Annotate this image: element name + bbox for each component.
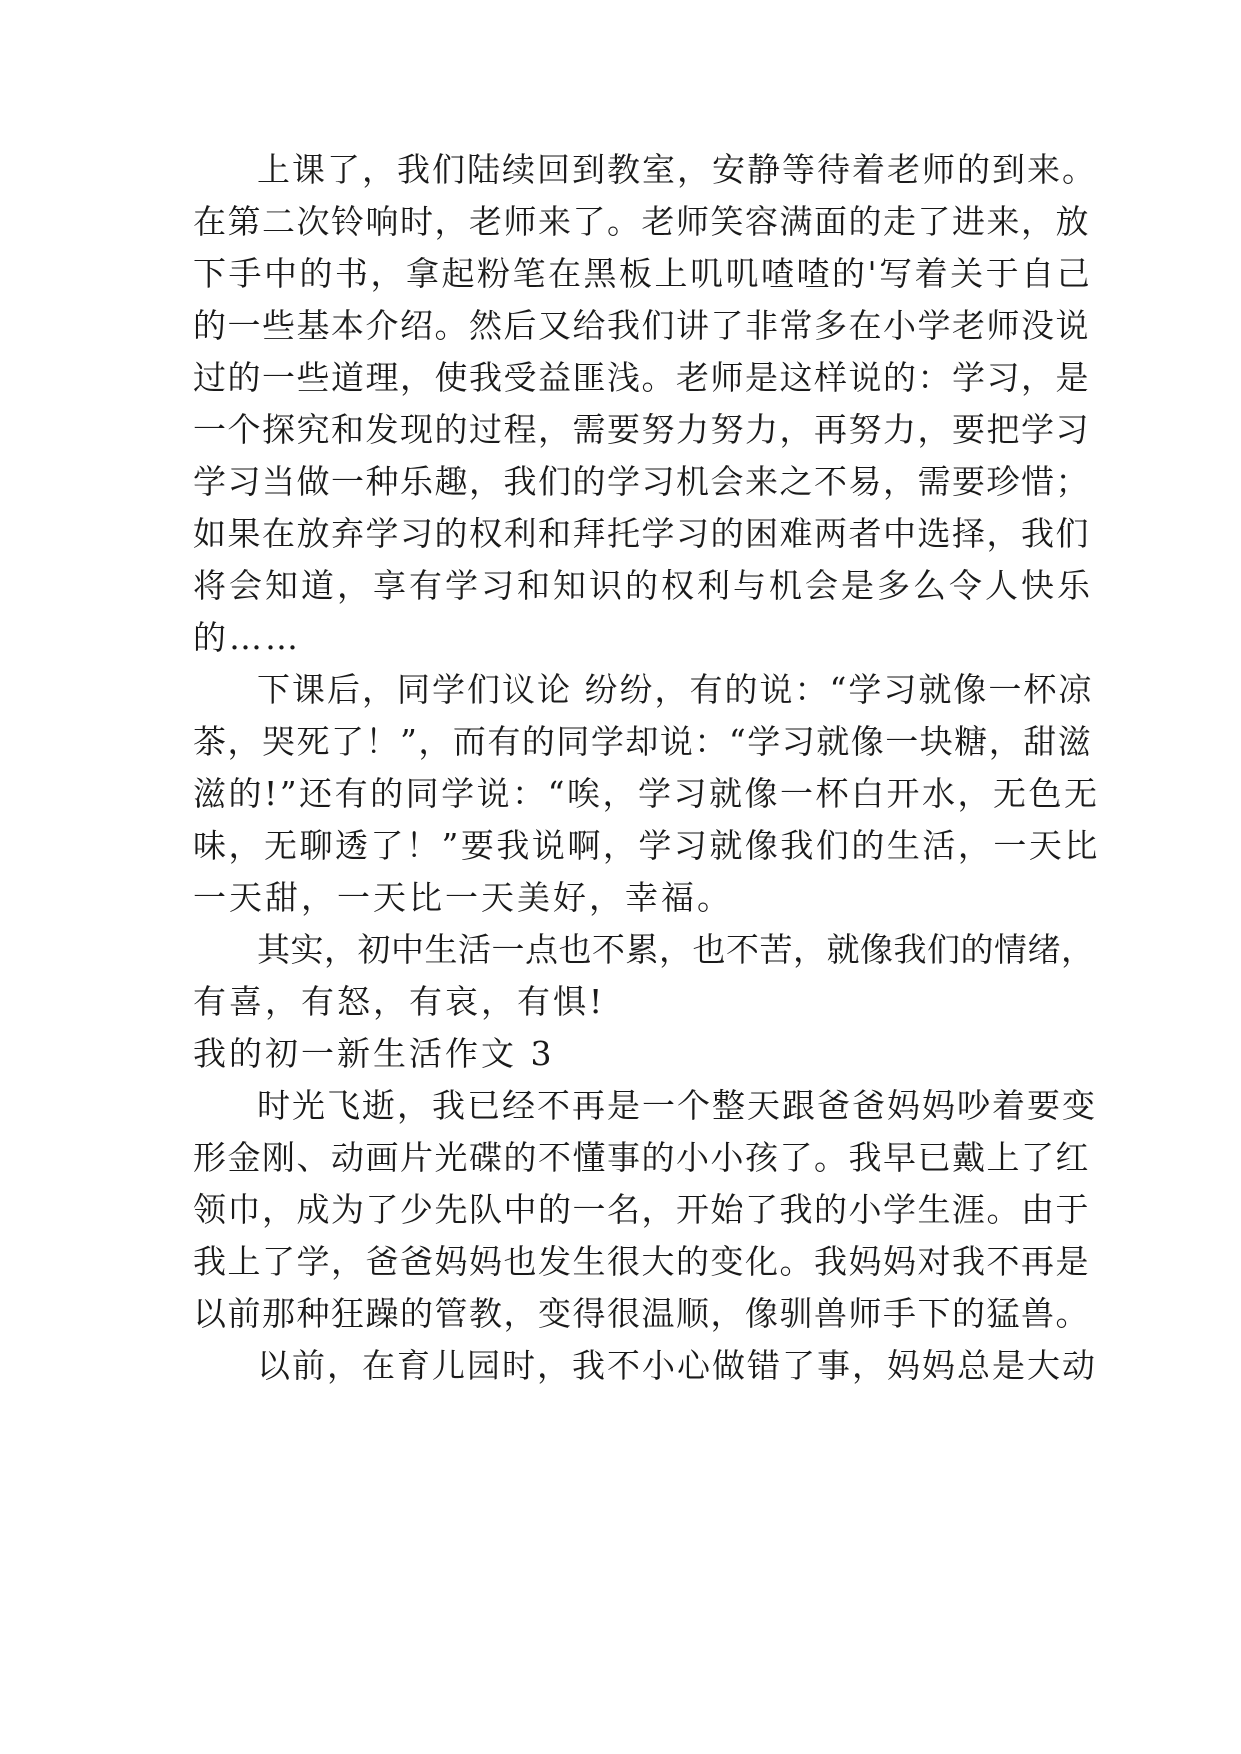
paragraph-line: 味，无聊透了！”要我说啊，学习就像我们的生活，一天比: [193, 826, 1100, 865]
paragraph-line: 上课了，我们陆续回到教室，安静等待着老师的到来。: [257, 150, 1097, 189]
paragraph-line: 学习当做一种乐趣，我们的学习机会来之不易，需要珍惜；: [193, 462, 1090, 501]
paragraph-line: 一天甜，一天比一天美好，幸福。: [193, 878, 733, 917]
paragraph-line: 下手中的书，拿起粉笔在黑板上叽叽喳喳的'写着关于自己: [193, 254, 1093, 293]
paragraph-line: 有喜，有怒，有哀，有惧!: [193, 982, 606, 1021]
paragraph-line: 过的一些道理，使我受益匪浅。老师是这样说的：学习，是: [193, 358, 1090, 397]
paragraph-line: 领巾，成为了少先队中的一名，开始了我的小学生涯。由于: [193, 1190, 1090, 1229]
paragraph-line: 下课后，同学们议论 纷纷，有的说：“学习就像一杯凉: [257, 670, 1094, 709]
paragraph-line: 以前，在育儿园时，我不小心做错了事，妈妈总是大动: [257, 1346, 1097, 1385]
paragraph-line: 我上了学，爸爸妈妈也发生很大的变化。我妈妈对我不再是: [193, 1242, 1090, 1281]
paragraph-line: 以前那种狂躁的管教，变得很温顺，像驯兽师手下的猛兽。: [193, 1294, 1090, 1333]
paragraph-line: 如果在放弃学习的权利和拜托学习的困难两者中选择，我们: [193, 514, 1090, 553]
paragraph-line: 一个探究和发现的过程，需要努力努力，再努力，要把学习: [193, 410, 1090, 449]
section-heading: 我的初一新生活作文 3: [193, 1034, 555, 1073]
paragraph-line: 将会知道，享有学习和知识的权利与机会是多么令人快乐: [193, 566, 1093, 605]
paragraph-line: 在第二次铃响时，老师来了。老师笑容满面的走了进来，放: [193, 202, 1090, 241]
paragraph-line: 茶，哭死了！”，而有的同学却说：“学习就像一块糖，甜滋: [193, 722, 1093, 761]
paragraph-line: 的一些基本介绍。然后又给我们讲了非常多在小学老师没说: [193, 306, 1090, 345]
paragraph-line: 时光飞逝，我已经不再是一个整天跟爸爸妈妈吵着要变: [257, 1086, 1097, 1125]
paragraph-line: 的……: [193, 618, 301, 657]
paragraph-line: 形金刚、动画片光碟的不懂事的小小孩了。我早已戴上了红: [193, 1138, 1090, 1177]
paragraph-line: 其实，初中生活一点也不累，也不苦，就像我们的情绪，: [257, 930, 1095, 969]
paragraph-line: 滋的!”还有的同学说：“唉，学习就像一杯白开水，无色无: [193, 774, 1100, 813]
